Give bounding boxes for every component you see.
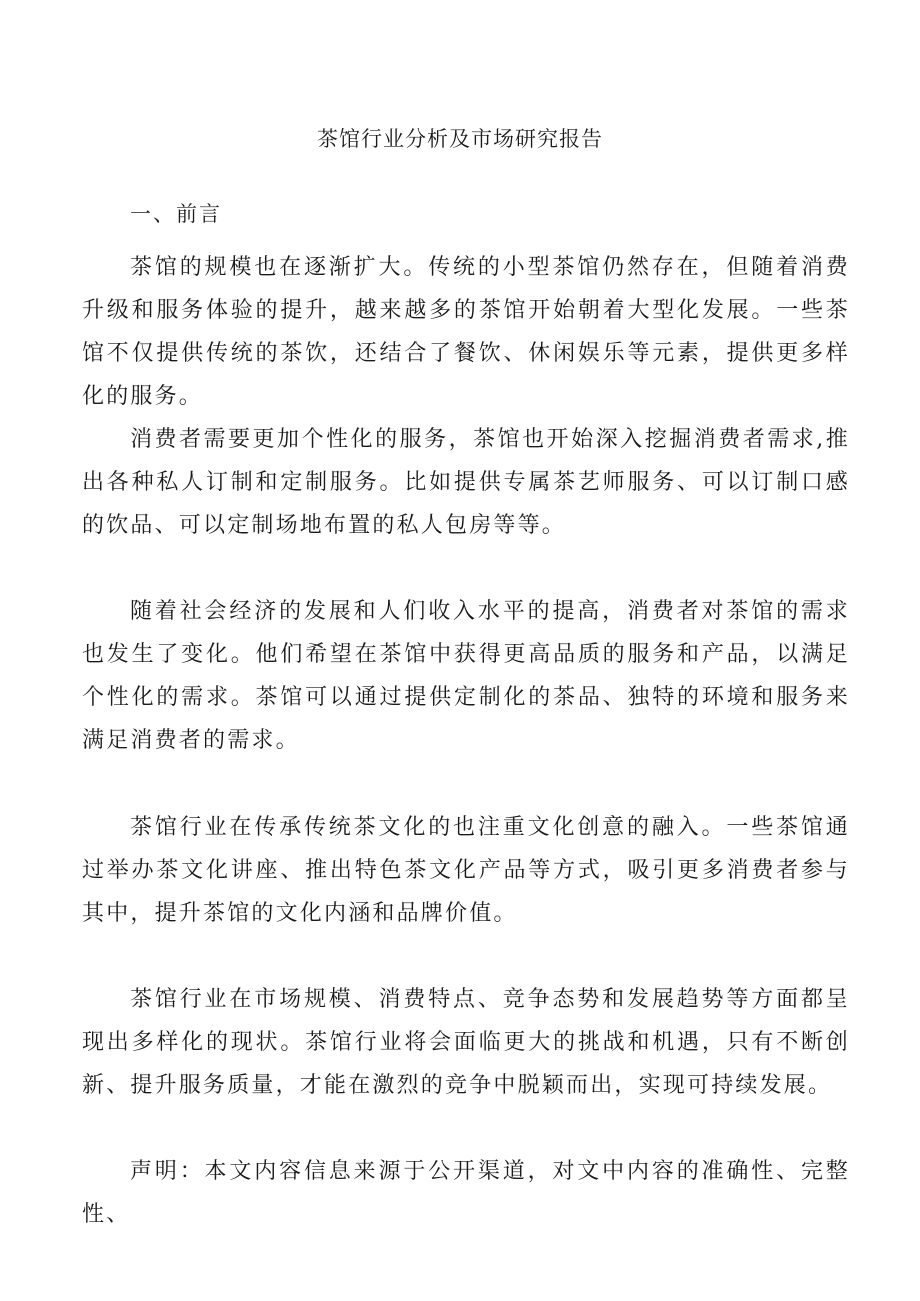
paragraph-4: 茶馆行业在传承传统茶文化的也注重文化创意的融入。一些茶馆通过举办茶文化讲座、推出特色茶文化产品等方式，吸引更多消费者参与其中，提升茶馆的文化内涵和品牌价值。 [82, 815, 850, 926]
section-heading-preface: 一、前言 [130, 202, 222, 226]
paragraph-2: 消费者需要更加个性化的服务，茶馆也开始深入挖掘消费者需求,推出各种私人订制和定制服务。比如提供专属茶艺师服务、可以订制口感的饮品、可以定制场地布置的私人包房等等。 [82, 427, 850, 538]
paragraph-5: 茶馆行业在市场规模、消费特点、竞争态势和发展趋势等方面都呈现出多样化的现状。茶馆行业将会面临更大的挑战和机遇，只有不断创新、提升服务质量，才能在激烈的竞争中脱颖而出，实现可持续发展。 [82, 987, 850, 1098]
paragraph-3: 随着社会经济的发展和人们收入水平的提高，消费者对茶馆的需求也发生了变化。他们希望在茶馆中获得更高品质的服务和产品，以满足个性化的需求。茶馆可以通过提供定制化的茶品、独特的环境和服务来满足消费者的需求。 [82, 599, 850, 753]
paragraph-6-disclaimer: 声明：本文内容信息来源于公开渠道，对文中内容的准确性、完整性、 [82, 1159, 850, 1227]
paragraph-1: 茶馆的规模也在逐渐扩大。传统的小型茶馆仍然存在，但随着消费升级和服务体验的提升，越来越多的茶馆开始朝着大型化发展。一些茶馆不仅提供传统的茶饮，还结合了餐饮、休闲娱乐等元素，提供更多样化的服务。 [82, 255, 850, 409]
document-title: 茶馆行业分析及市场研究报告 [317, 127, 603, 151]
